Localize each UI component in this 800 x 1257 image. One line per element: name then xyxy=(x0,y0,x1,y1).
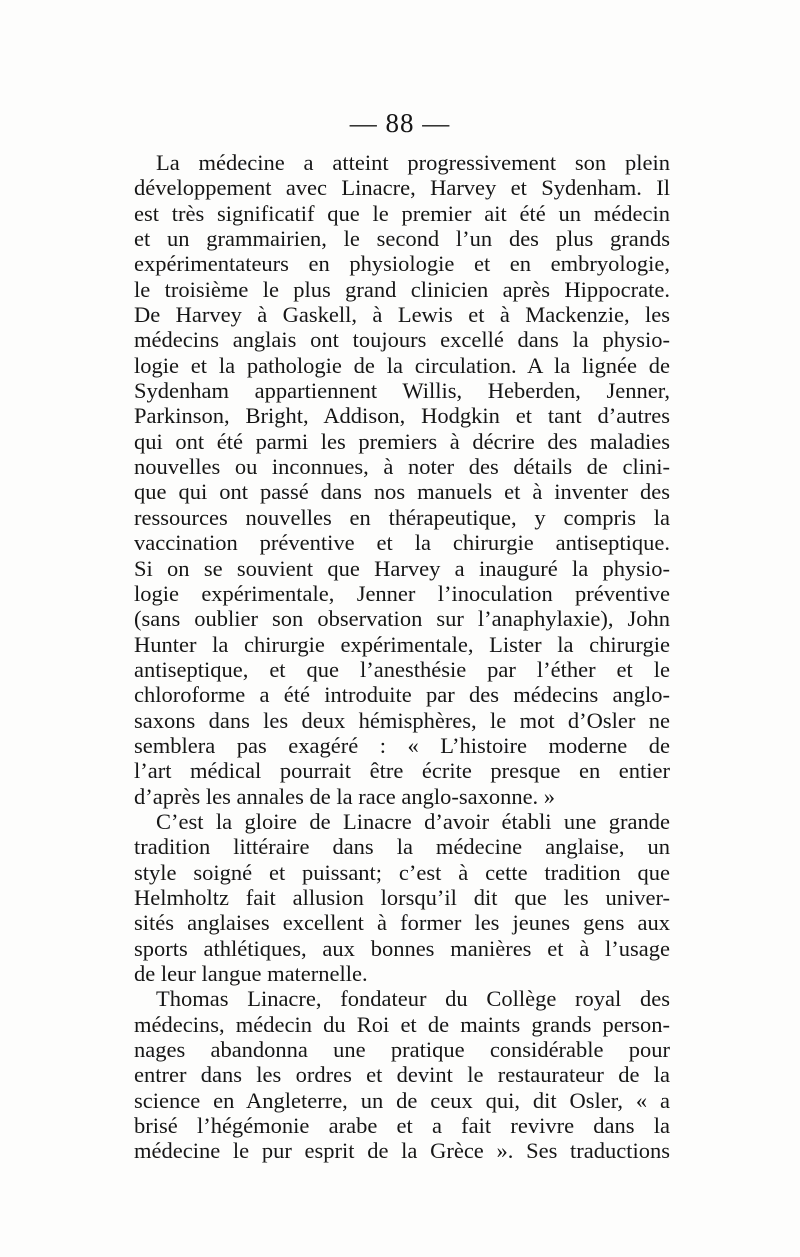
text-line: médecins anglais ont toujours excellé dans la physio- xyxy=(134,327,670,353)
text-line: Parkinson, Bright, Addison, Hodgkin et tant d’autres xyxy=(134,403,670,429)
text-line: logie expérimentale, Jenner l’inoculation préventive xyxy=(134,580,670,606)
text-line: entrer dans les ordres et devint le restaurateur de la xyxy=(134,1062,670,1088)
text-line: nages abandonna une pratique considérable pour xyxy=(134,1037,670,1063)
body-text xyxy=(134,150,670,1164)
text-line: Sydenham appartiennent Willis, Heberden, Jenner, xyxy=(134,378,670,404)
text-line: vaccination préventive et la chirurgie antiseptique. xyxy=(134,530,670,556)
text-line: qui ont été parmi les premiers à décrire des maladies xyxy=(134,428,670,454)
text-line: sités anglaises excellent à former les jeunes gens aux xyxy=(134,910,670,936)
text-line: médecine le pur esprit de la Grèce ». Ses traductions xyxy=(134,1138,670,1164)
text-line: et un grammairien, le second l’un des plus grands xyxy=(134,226,670,252)
text-line: le troisième le plus grand clinicien après Hippocrate. xyxy=(134,276,670,302)
text-line: science en Angleterre, un de ceux qui, dit Osler, « a xyxy=(134,1087,670,1113)
text-line: logie et la pathologie de la circulation. A la lignée de xyxy=(134,352,670,378)
text-line: semblera pas exagéré : « L’histoire moderne de xyxy=(134,732,670,758)
text-line: nouvelles ou inconnues, à noter des détails de clini- xyxy=(134,454,670,480)
text-line: Si on se souvient que Harvey a inauguré la physio- xyxy=(134,555,670,581)
text-line: style soigné et puissant; c’est à cette tradition que xyxy=(134,859,670,885)
text-line: sports athlétiques, aux bonnes manières et à l’usage xyxy=(134,935,670,961)
text-line: La médecine a atteint progressivement son plein xyxy=(156,150,670,175)
text-line: l’art médical pourrait être écrite presque en entier xyxy=(134,758,670,784)
text-line: Hunter la chirurgie expérimentale, Lister la chirurgie xyxy=(134,631,670,657)
text-line: (sans oublier son observation sur l’anaphylaxie), John xyxy=(134,606,670,632)
page-number: — 88 — xyxy=(349,108,451,138)
text-line: que qui ont passé dans nos manuels et à inventer des xyxy=(134,479,670,505)
text-line: Thomas Linacre, fondateur du Collège royal des xyxy=(156,986,670,1012)
text-line: est très significatif que le premier ait été un médecin xyxy=(134,200,670,226)
text-line: De Harvey à Gaskell, à Lewis et à Mackenzie, les xyxy=(134,302,670,328)
text-line: d’après les annales de la race anglo-saxonne. » xyxy=(134,783,556,809)
text-line: tradition littéraire dans la médecine anglaise, un xyxy=(134,834,670,860)
text-line: brisé l’hégémonie arabe et a fait revivre dans la xyxy=(134,1113,670,1139)
text-line: expérimentateurs en physiologie et en embryologie, xyxy=(134,251,670,277)
text-line: de leur langue maternelle. xyxy=(134,961,368,986)
text-line: chloroforme a été introduite par des médecins anglo- xyxy=(134,682,670,708)
text-line: Helmholtz fait allusion lorsqu’il dit que les univer- xyxy=(134,884,670,910)
text-line: ressources nouvelles en thérapeutique, y compris la xyxy=(134,504,670,530)
text-line: antiseptique, et que l’anesthésie par l’éther et le xyxy=(134,656,670,682)
text-line: médecins, médecin du Roi et de maints grands person- xyxy=(134,1011,670,1037)
text-line: saxons dans les deux hémisphères, le mot d’Osler ne xyxy=(134,707,670,733)
text-line: C’est la gloire de Linacre d’avoir établi une grande xyxy=(156,808,670,834)
text-line: développement avec Linacre, Harvey et Sydenham. Il xyxy=(134,175,670,201)
